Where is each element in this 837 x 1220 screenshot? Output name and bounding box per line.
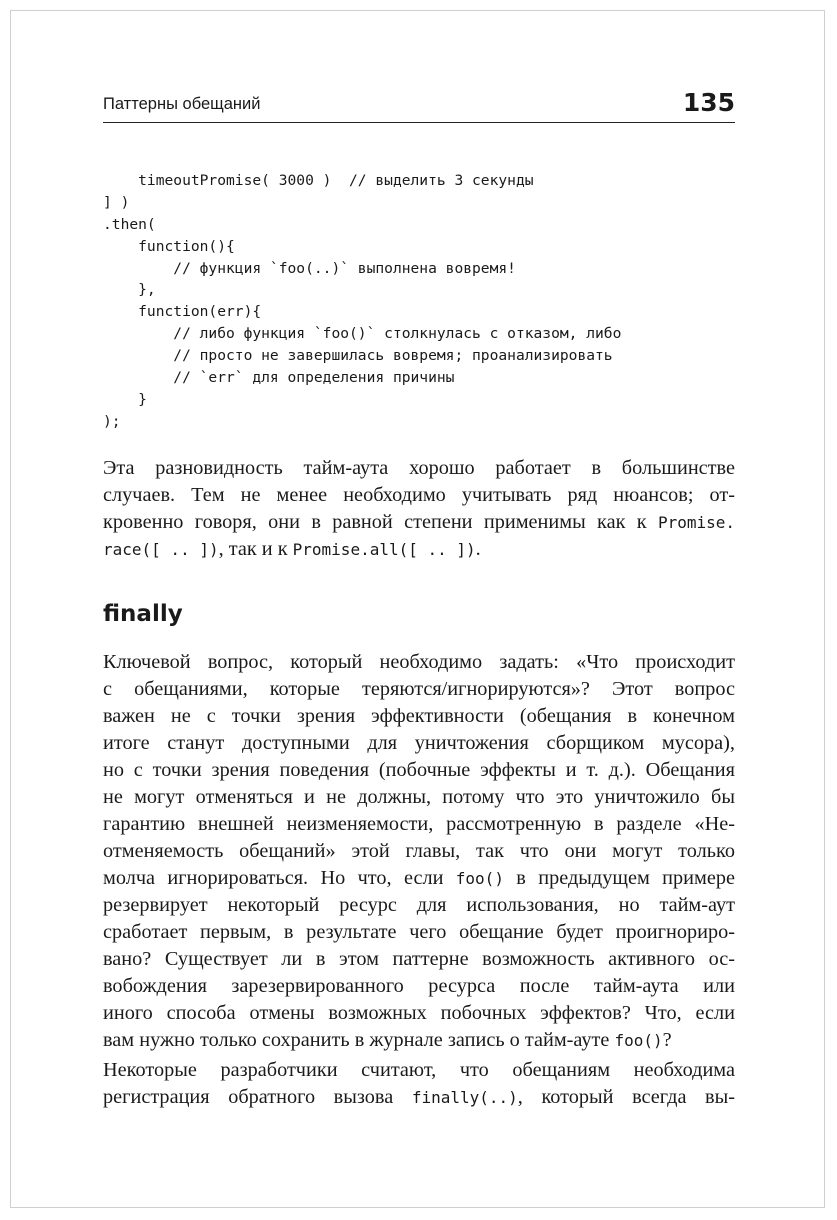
- text-line: случаев. Тем не менее необходимо учитывать ряд нюансов; от-: [103, 484, 735, 506]
- code-line: }: [103, 390, 147, 408]
- text-line: не могут отменяться и не должны, потому что это уничтожило бы: [103, 786, 735, 808]
- text-line: итоге станут доступными для уничтожения сборщиком мусора),: [103, 732, 735, 754]
- text-segment: молча игнорироваться. Но что, если: [103, 867, 444, 889]
- code-line: function(){: [103, 237, 235, 255]
- text-line: [103, 1084, 735, 1111]
- text-line: Эта разновидность тайм-аута хорошо работает в большинстве: [103, 457, 735, 479]
- running-title: Паттерны обещаний: [103, 95, 261, 113]
- code-line: timeoutPromise( 3000 ) // выделить 3 секунды: [103, 172, 534, 189]
- code-line: ] ): [103, 193, 130, 211]
- inline-code: finally(..): [411, 1088, 518, 1107]
- text-segment: ?: [662, 1029, 672, 1051]
- code-line: // либо функция `foo()` столкнулась с отказом, либо: [103, 325, 622, 343]
- inline-code: Promise.all([ .. ]): [292, 540, 476, 559]
- text-line: важен не с точки зрения эффективности (обещания в конечном: [103, 705, 735, 727]
- text-segment: , который всегда вы-: [517, 1086, 735, 1108]
- text-segment: вам нужно только сохранить в журнале запись о тайм-ауте: [103, 1029, 610, 1051]
- text-line: но с точки зрения поведения (побочные эффекты и т. д.). Обещания: [103, 759, 735, 781]
- text-line: иного способа отмены возможных побочных эффектов? Что, если: [103, 1002, 735, 1024]
- text-line: вобождения зарезервированного ресурса после тайм-аута или: [103, 975, 735, 997]
- text-line: с обещаниями, которые теряются/игнорируются»? Этот вопрос: [103, 678, 735, 700]
- text-line: гарантию внешней неизменяемости, рассмотренную в разделе «Не-: [103, 813, 735, 835]
- code-line: // просто не завершилась вовремя; проанализировать: [103, 347, 613, 365]
- text-line: [103, 1027, 735, 1054]
- code-line: function(err){: [103, 303, 262, 321]
- code-line: );: [103, 412, 121, 430]
- paragraph-finally-proposal: [103, 1057, 735, 1111]
- text-segment: кровенно говоря, они в равной степени применимы как к: [103, 511, 647, 533]
- inline-code: foo(): [455, 869, 504, 888]
- page-header: [103, 84, 735, 123]
- code-line: .then(: [103, 215, 156, 233]
- text-line: [103, 509, 735, 536]
- text-line: вано? Существует ли в этом паттерне возможность активного ос-: [103, 948, 735, 970]
- text-line: резервирует некоторый ресурс для использования, но тайм-аут: [103, 894, 735, 916]
- inline-code: foo(): [614, 1031, 663, 1050]
- text-segment: .: [475, 538, 481, 560]
- code-line: // `err` для определения причины: [103, 369, 455, 387]
- paragraph-finally-question: [103, 649, 735, 1054]
- text-line: отменяемость обещаний» этой главы, так что они могут только: [103, 840, 735, 862]
- text-segment: в предыдущем примере: [516, 867, 735, 889]
- text-line: [103, 536, 735, 563]
- text-segment: , так и к: [218, 538, 288, 560]
- code-block: [103, 170, 743, 433]
- text-line: [103, 865, 735, 892]
- inline-code: race([ .. ]): [103, 540, 219, 559]
- text-segment: регистрация обратного вызова: [103, 1086, 394, 1108]
- page-number: 135: [682, 88, 735, 117]
- code-line: },: [103, 281, 156, 299]
- paragraph-timeout-note: [103, 455, 735, 563]
- text-line: Некоторые разработчики считают, что обещаниям необходима: [103, 1059, 735, 1081]
- text-line: сработает первым, в результате чего обещание будет проигнориро-: [103, 921, 735, 943]
- text-line: Ключевой вопрос, который необходимо задать: «Что происходит: [103, 651, 735, 673]
- section-heading: finally: [103, 601, 183, 627]
- inline-code: Promise.: [657, 513, 735, 532]
- code-line: // функция `foo(..)` выполнена вовремя!: [103, 259, 516, 277]
